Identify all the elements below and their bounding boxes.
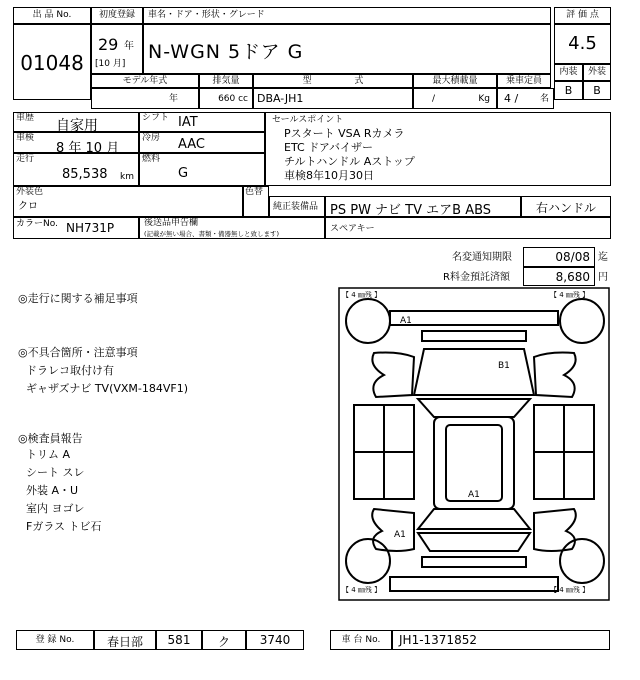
notice-value: 08/08 (555, 250, 590, 264)
mileage-label: 走行 (16, 154, 35, 164)
type-cell (253, 88, 413, 109)
aftermarket-label: 後送品申告欄 (144, 218, 199, 228)
mileage-value: 85,538 (62, 167, 108, 182)
lot-label-cell (13, 7, 91, 24)
inspection-label: 車検 (16, 133, 35, 143)
recycle-label: R料金預託済額 (443, 272, 510, 283)
capacity-value: 4 / (504, 92, 519, 105)
capacity-unit: 名 (539, 94, 549, 104)
recycle-value: 8,680 (555, 270, 590, 284)
equip-label-cell (269, 196, 325, 217)
inspector-item: トリム A (26, 448, 71, 461)
aftermarket-note: (記載が無い場合、書類・備器無しと致します) (144, 230, 280, 238)
interior-grade-cell (554, 81, 583, 100)
inspector-item: Fガラス トビ石 (26, 520, 102, 533)
ac-value: AAC (178, 137, 205, 152)
chassis-number: JH1-1371852 (399, 633, 477, 647)
model-year-label-cell (91, 74, 199, 88)
reg-month: [10 月] (95, 59, 126, 69)
damage-mark-roof: A1 (468, 490, 480, 500)
capacity-cell (497, 88, 554, 109)
score-label-cell (554, 7, 611, 24)
driving-notes-title: ◎走行に関する補足事項 (18, 292, 138, 305)
tire-rear-right-icon (560, 539, 604, 583)
car-name-cell (143, 24, 551, 74)
exterior-color-value: クロ (18, 201, 38, 212)
defect-item: ギャザズナビ TV(VXM-184VF1) (26, 382, 189, 395)
front-left-fender (372, 353, 414, 398)
type-value: DBA-JH1 (257, 92, 304, 105)
year-unit: 年 (124, 41, 134, 52)
damage-mark-hood: B1 (498, 361, 510, 371)
aftermarket-cell (139, 217, 325, 239)
color-code-value: NH731P (66, 221, 115, 235)
ac-label: 冷房 (142, 133, 161, 143)
notice-cell (523, 247, 595, 267)
fuel-value: G (178, 166, 189, 181)
tire-fl-depth: 【 4 ㎜残 】 (342, 291, 382, 299)
interior-label: 内装 (559, 67, 578, 77)
shift-value: IAT (178, 115, 198, 130)
reg-class: 581 (167, 633, 191, 647)
inspector-item: 外装 A・U (26, 484, 79, 497)
lot-label: 出 品 No. (32, 10, 72, 20)
inspection-cell (13, 132, 139, 156)
reg-number: 3740 (259, 633, 291, 647)
defect-item: ドラレコ取付け有 (26, 364, 114, 377)
name-label: 車名・ドア・形状・グレード (148, 10, 265, 20)
shift-label: シフト (142, 113, 170, 123)
reg-class-cell (156, 630, 202, 650)
reg-kana: ク (217, 635, 230, 649)
displacement-label-cell (199, 74, 253, 88)
color-change-cell (243, 186, 269, 217)
inspector-title: ◎検査員報告 (18, 432, 83, 445)
interior-label-cell (554, 64, 583, 81)
rear-grille (422, 557, 526, 567)
equip-label: 純正装備品 (273, 202, 319, 212)
notice-label: 名変通知期限 (452, 252, 512, 263)
defects-title: ◎不具合箇所・注意事項 (18, 346, 138, 359)
capacity-label: 乗車定員 (505, 76, 542, 86)
hood (414, 349, 534, 395)
history-cell (13, 112, 139, 132)
interior-grade: B (564, 84, 573, 97)
rear-right-fender (534, 509, 576, 551)
score-cell (554, 24, 611, 64)
front-right-fender (534, 353, 576, 398)
displacement-value: 660 cc (218, 94, 248, 104)
model-year-unit: 年 (168, 94, 178, 104)
sales-point: ETC ドアバイザー (284, 141, 373, 154)
reg-date-cell (91, 24, 143, 74)
exterior-label: 外装 (587, 67, 606, 77)
spare-key: スペアキー (330, 224, 375, 234)
load-label: 最大積載量 (432, 76, 478, 86)
exterior-grade-cell (583, 81, 611, 100)
car-name: N-WGN 5ドア G (148, 41, 304, 63)
model-year-cell (91, 88, 199, 109)
fuel-label: 燃料 (142, 154, 161, 164)
reg-label-cell (91, 7, 143, 24)
name-label-cell (143, 7, 551, 24)
exterior-label-cell (583, 64, 611, 81)
tire-front-right-icon (560, 299, 604, 343)
load-value: / (432, 94, 436, 104)
recycle-cell (523, 267, 595, 286)
history-label: 車歴 (16, 113, 35, 123)
diagram-frame (339, 288, 609, 600)
rear-window (418, 509, 530, 529)
damage-mark-front-bumper: A1 (400, 316, 412, 326)
rear-hatch (418, 533, 530, 551)
fuel-cell (139, 153, 265, 186)
front-grille (422, 331, 526, 341)
equipment-value: PS PW ナビ TV エアB ABS (330, 203, 492, 218)
exterior-color-cell (13, 186, 243, 217)
load-cell (413, 88, 497, 109)
reg-kana-cell (202, 630, 246, 650)
color-code-cell (13, 217, 139, 239)
car-damage-diagram (338, 287, 610, 601)
reg-area: 春日部 (106, 635, 143, 649)
type-label-cell (253, 74, 413, 88)
inspector-item: シート スレ (26, 466, 85, 479)
reg-year: 29 (98, 35, 119, 54)
lot-number-cell (13, 24, 91, 100)
color-code-label: カラーNo. (16, 219, 58, 229)
sales-points-list (284, 127, 415, 183)
front-bumper (390, 311, 558, 325)
tire-fr-depth: 【 4 ㎜残 】 (550, 291, 590, 299)
damage-mark-rear-left: A1 (394, 530, 406, 540)
equipment-cell (325, 196, 521, 217)
steering-cell (521, 196, 611, 217)
mileage-cell (13, 153, 139, 186)
load-label-cell (413, 74, 497, 88)
reg-no-label: 登 録 No. (35, 635, 75, 645)
windshield (418, 399, 530, 417)
displacement-label: 排気量 (212, 76, 240, 86)
inspector-item: 室内 ヨゴレ (26, 502, 85, 515)
score-value: 4.5 (568, 33, 597, 54)
reg-no-label-cell (16, 630, 94, 650)
steering-value: 右ハンドル (536, 201, 597, 215)
tire-rr-depth: 【 4 ㎜残 】 (550, 586, 590, 594)
lot-number: 01048 (20, 51, 84, 75)
sales-point: チルトハンドル Aストップ (284, 155, 415, 168)
shift-cell (139, 112, 265, 132)
history-value: 自家用 (56, 118, 98, 134)
load-unit: Kg (478, 94, 490, 104)
reg-number-cell (246, 630, 304, 650)
chassis-cell (392, 630, 610, 650)
color-change-label: 色替 (245, 187, 264, 197)
type-label: 型 式 (302, 76, 364, 86)
model-year-label: モデル年式 (122, 76, 168, 86)
notice-unit: 迄 (598, 252, 608, 263)
sales-point: 車検8年10月30日 (284, 169, 374, 182)
capacity-label-cell (497, 74, 551, 88)
rear-bumper (390, 577, 558, 591)
reg-label: 初度登録 (98, 10, 135, 20)
chassis-label-cell (330, 630, 392, 650)
sales-points-cell (265, 112, 611, 186)
tire-rl-depth: 【 4 ㎜残 】 (342, 586, 382, 594)
inspection-value: 8 年 10 月 (56, 141, 120, 156)
chassis-label: 車 台 No. (341, 635, 381, 645)
sales-point: Pスタート VSA Rカメラ (284, 127, 405, 140)
score-label: 評 価 点 (566, 10, 599, 20)
tire-rear-left-icon (346, 539, 390, 583)
reg-area-cell (94, 630, 156, 650)
exterior-color-label: 外装色 (16, 187, 44, 197)
sales-label: セールスポイント (272, 115, 344, 125)
recycle-unit: 円 (598, 272, 608, 283)
ac-cell (139, 132, 265, 153)
mileage-unit: km (120, 172, 134, 182)
displacement-cell (199, 88, 253, 109)
aftermarket-items-cell (325, 217, 611, 239)
exterior-grade: B (593, 84, 601, 97)
tire-front-left-icon (346, 299, 390, 343)
